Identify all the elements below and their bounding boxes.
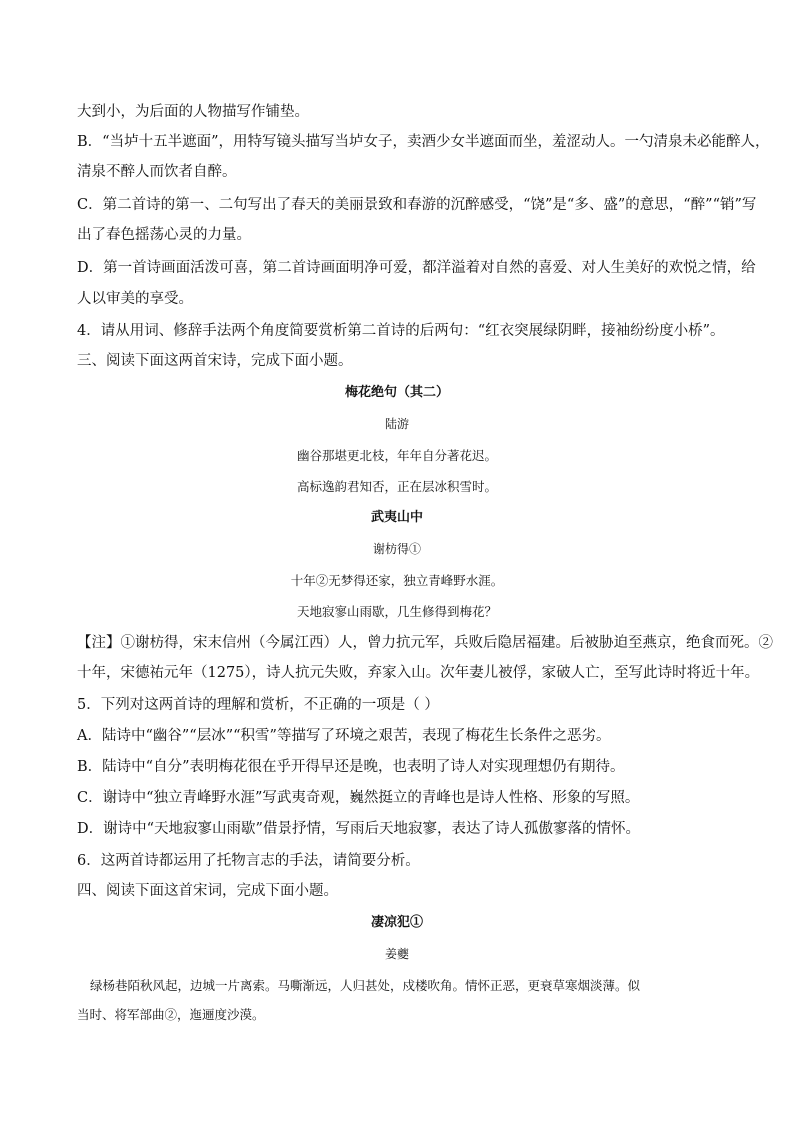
poem1-verse: 高标逸韵君知否，正在层冰积雪时。 [296, 479, 497, 494]
option-b-line: B．“当垆十五半遮面”，用特写镜头描写当垆女子，卖酒少女半遮面而坐，羞涩动人。一勺清泉未必能醉人， [77, 134, 770, 150]
poem2-verse: 十年②无梦得还家，独立青峰野水涯。 [290, 573, 504, 588]
ci-text-line: 绿杨巷陌秋风起，边城一片离索。马嘶渐远，人归甚处，戍楼吹角。情怀正恶，更衰草寒烟淡薄。似 [90, 978, 641, 993]
text-line: 人以审美的享受。 [77, 291, 193, 307]
text-line: 清泉不醉人而饮者自醉。 [77, 164, 237, 180]
question-5: 5．下列对这两首诗的理解和赏析，不正确的一项是（ ） [77, 697, 439, 713]
text-line: 出了春色摇荡心灵的力量。 [77, 227, 251, 243]
poem1-title: 梅花绝句（其二） [344, 385, 449, 400]
ci-text-line: 当时、将军部曲②，迤逦度沙漠。 [77, 1007, 265, 1022]
poem1-verse: 幽谷那堪更北枝，年年自分著花迟。 [296, 448, 497, 463]
poem1-author: 陆游 [384, 417, 409, 431]
option-b: B．陆诗中“自分”表明梅花很在乎开得早还是晚，也表明了诗人对实现理想仍有期待。 [77, 759, 625, 775]
option-d: D．谢诗中“天地寂寥山雨歇”借景抒情，写雨后天地寂寥，表达了诗人孤傲寥落的情怀。 [77, 821, 640, 837]
poem2-title: 武夷山中 [370, 510, 423, 525]
option-c-line: C．第二首诗的第一、二句写出了春天的美丽景致和春游的沉醉感受，“饶”是“多、盛”的意思，“醉”“销”写 [77, 197, 757, 213]
section-three-heading: 三、阅读下面这两首宋诗，完成下面小题。 [77, 353, 353, 369]
option-d-line: D．第一首诗画面活泼可喜，第二首诗画面明净可爱，都洋溢着对自然的喜爱、对人生美好的欢悦之情，给 [77, 260, 756, 276]
note-line: 【注】①谢枋得，宋末信州（今属江西）人，曾力抗元军，兵败后隐居福建。后被胁迫至燕京，绝食而死。② [77, 635, 773, 651]
ci-title: 凄凉犯① [370, 915, 423, 930]
text-line: 大到小，为后面的人物描写作铺垫。 [77, 104, 309, 120]
option-a: A．陆诗中“幽谷”“层冰”“积雪”等描写了环境之艰苦，表现了梅花生长条件之恶劣。 [77, 728, 611, 744]
ci-author: 姜夔 [384, 947, 409, 961]
note-line: 十年，宋德祐元年（1275），诗人抗元失败，弃家入山。次年妻儿被俘，家破人亡，至写此诗时将近十年。 [77, 665, 760, 681]
option-c: C．谢诗中“独立青峰野水涯”写武夷奇观，巍然挺立的青峰也是诗人性格、形象的写照。 [77, 790, 640, 806]
section-four-heading: 四、阅读下面这首宋词，完成下面小题。 [77, 883, 338, 899]
poem2-author: 谢枋得① [372, 542, 421, 556]
question-6: 6．这两首诗都运用了托物言志的手法，请简要分析。 [77, 853, 420, 869]
poem2-verse: 天地寂寥山雨歇，几生修得到梅花？ [296, 604, 497, 619]
question-4: 4．请从用词、修辞手法两个角度简要赏析第二首诗的后两句：“红衣突展绿阴畔，接袖纷纷度小桥”。 [77, 323, 725, 339]
